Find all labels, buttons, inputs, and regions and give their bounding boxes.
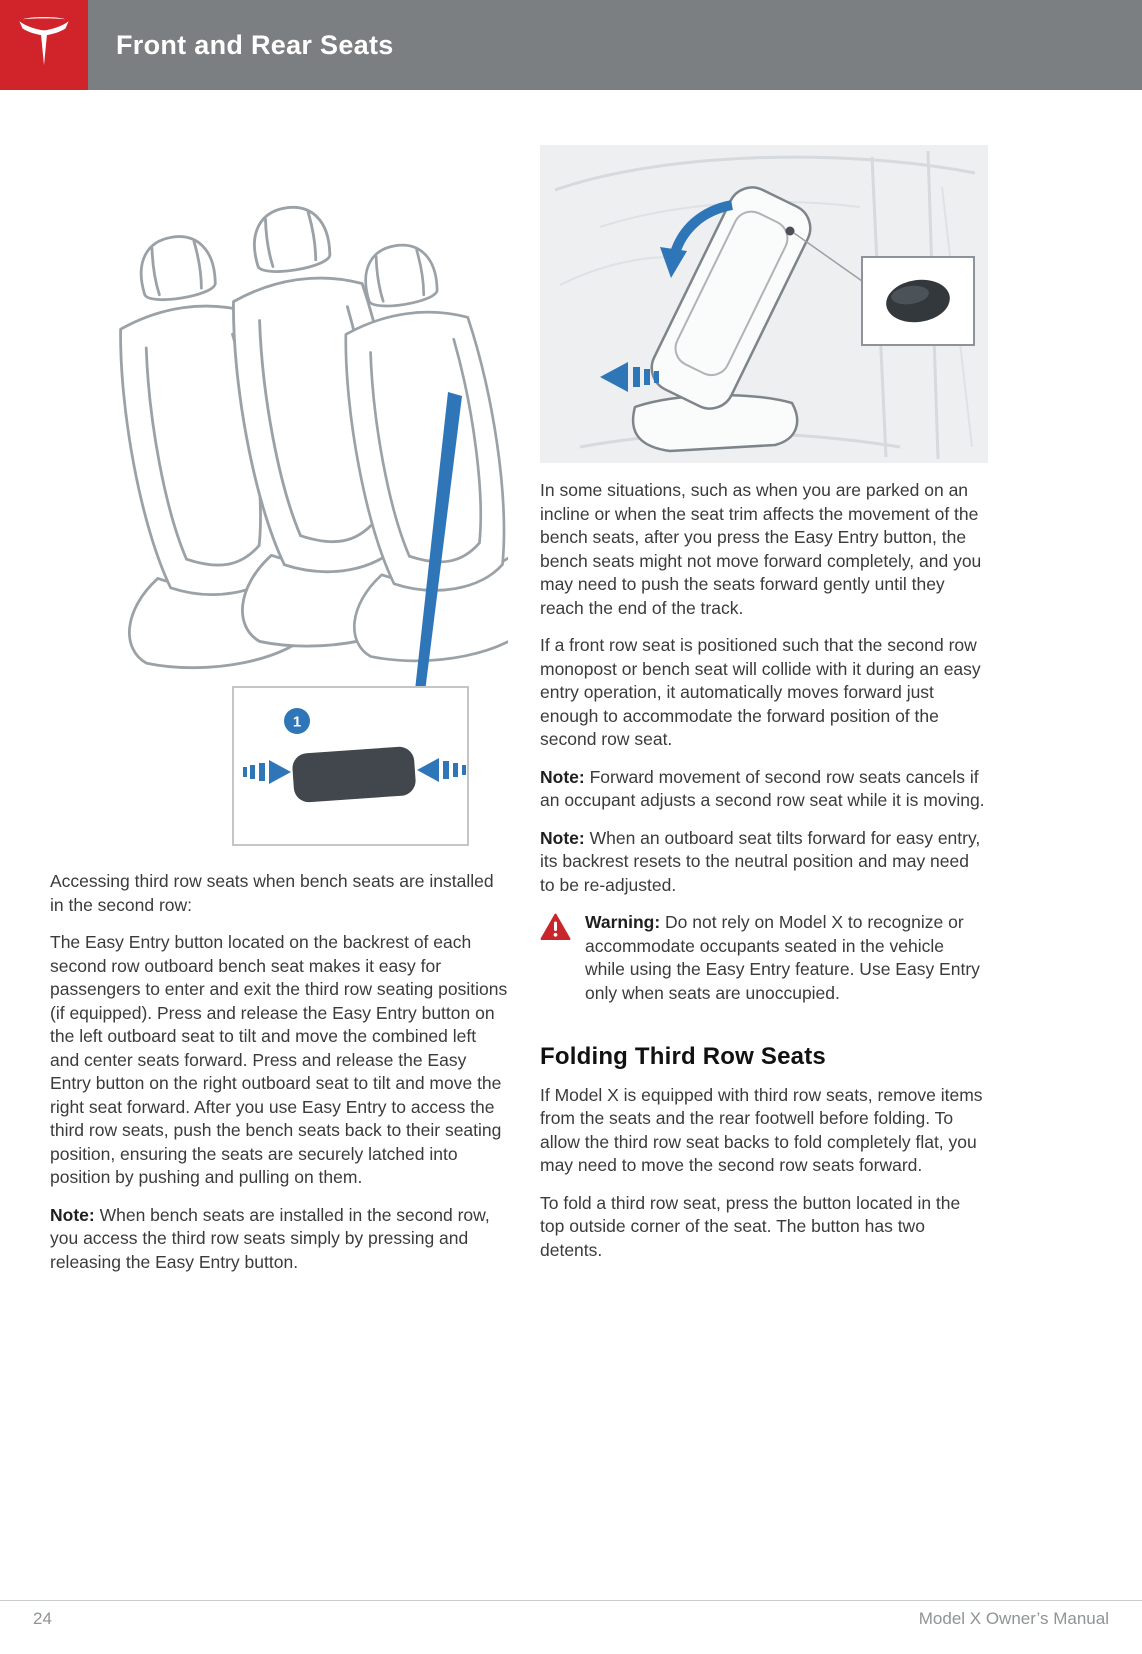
manual-title: Model X Owner’s Manual [918, 1609, 1109, 1628]
page-header [0, 0, 1142, 90]
right-note-2: Note: When an outboard seat tilts forward for easy entry, its backrest resets to the neutral position and may need to be re-adjusted. [540, 827, 981, 895]
left-paragraph-1: The Easy Entry button located on the backrest of each second row outboard bench seat makes it easy for passengers to enter and exit the third row seating positions (if equipped). Press and release the Easy Entry button on the left outboard seat to tilt and move the combined left and center seats forward. Press and release the Easy Entry button on the right outboard seat to tilt and move the right seat forward. After you use Easy Entry to access the third row seats, push the bench seats back to their seating position, ensuring the seats are securely latched into position by pushing and pulling on them. [50, 932, 508, 1187]
seat-tilt-illustration [540, 145, 988, 463]
page-title: Front and Rear Seats [116, 29, 394, 60]
right-paragraph-4: To fold a third row seat, press the button located in the top outside corner of the seat. The button has two detents. [540, 1192, 961, 1260]
note-label: Note: [540, 827, 585, 848]
right-column [540, 130, 988, 1276]
header-bar [88, 0, 1142, 90]
left-note-paragraph: Note: When bench seats are installed in the second row, you access the third row seats simply by pressing and releasing the Easy Entry button. [50, 1204, 490, 1272]
right-paragraph-3: If Model X is equipped with third row seats, remove items from the seats and the rear footwell before folding. To allow the third row seat backs to fold completely flat, you may need to move the second row seats forward. [540, 1084, 983, 1175]
page-number: 24 [33, 1609, 52, 1628]
easy-entry-button-callout [233, 687, 468, 845]
left-figure-caption: Accessing third row seats when bench seats are installed in the second row: [50, 871, 494, 915]
tesla-logo-icon [15, 14, 73, 77]
fold-button-callout [862, 257, 974, 345]
right-paragraph-1: In some situations, such as when you are parked on an incline or when the seat trim affects the movement of the bench seats, after you press the Easy Entry button, the bench seats might not move forward completely, and you may need to push the seats forward gently until they reach the end of the track. [540, 480, 982, 618]
warning-block [540, 911, 988, 1019]
section-heading-folding-third-row-seats: Folding Third Row Seats [540, 1043, 826, 1070]
callout-number: 1 [292, 713, 302, 731]
note-label: Note: [540, 766, 585, 787]
warning-triangle-icon [540, 911, 571, 1019]
left-column [50, 130, 508, 1288]
page-footer [0, 1600, 1142, 1629]
bench-seats-illustration [50, 130, 508, 848]
warning-paragraph: Warning: Do not rely on Model X to recognize or accommodate occupants seated in the vehicle while using the Easy Entry feature. Use Easy Entry only when seats are unoccupied. [585, 912, 980, 1003]
easy-entry-button [291, 746, 416, 803]
warning-label: Warning: [585, 912, 661, 932]
tesla-logo-box [0, 0, 88, 90]
right-note-1: Note: Forward movement of second row seats cancels if an occupant adjusts a second row seat while it is moving. [540, 766, 985, 810]
fold-button-on-seat [786, 227, 795, 236]
right-paragraph-2: If a front row seat is positioned such that the second row monopost or bench seat will collide with it during an easy entry operation, it automatically moves forward just enough to accommodate the forward position of the second row seat. [540, 635, 981, 749]
note-label: Note: [50, 1204, 95, 1225]
